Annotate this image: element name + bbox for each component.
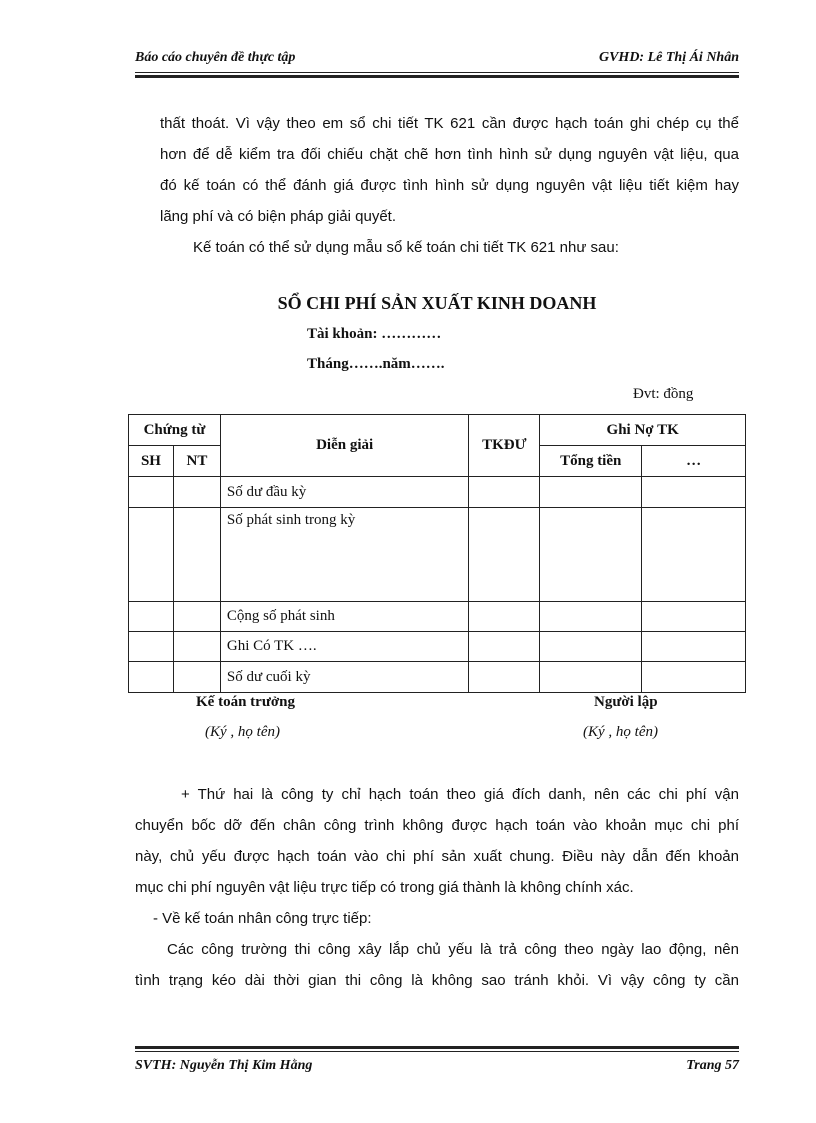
header-debit: Ghi Nợ TK [540,415,746,446]
form-title: SỔ CHI PHÍ SẢN XUẤT KINH DOANH [277,293,597,313]
header-rule-thick [135,75,739,78]
table-row [129,602,746,632]
paragraph-line: - Về kế toán nhân công trực tiếp: [153,910,372,927]
paragraph-line: lãng phí và có biện pháp giải quyết. [160,208,397,225]
paragraph-line: thất thoát. Vì vậy theo em sổ chi tiết TK 621 cần được hạch toán ghi chép cụ thể [160,115,739,132]
row-description: Số phát sinh trong kỳ [220,508,468,602]
paragraph-line: Các công trường thi công xây lắp chủ yếu là trả công theo ngày lao động, nên [167,941,739,958]
page-number: Trang 57 [686,1058,739,1073]
table-row [129,477,746,508]
report-title: Báo cáo chuyên đề thực tập [135,50,296,65]
paragraph-line: + Thứ hai là công ty chỉ hạch toán theo giá đích danh, nên các chi phí vận [181,786,739,803]
currency-unit: Đvt: đồng [633,386,694,402]
header-contra-account: TKĐƯ [469,415,540,477]
header-nt: NT [173,446,220,477]
paragraph-line: đó kế toán có thể đánh giá được tình hình sử dụng nguyên vật liệu tiết kiệm hay [160,177,739,194]
header-sh: SH [129,446,174,477]
table-row [129,632,746,662]
chief-accountant-title: Kế toán trưởng [196,694,295,710]
intro-paragraph [160,108,739,263]
paragraph-line: mục chi phí nguyên vật liệu trực tiếp có trong giá thành là không chính xác. [135,879,634,896]
header-more: … [642,446,746,477]
row-description: Số dư đầu kỳ [220,477,468,508]
header-total: Tổng tiền [540,446,642,477]
footer-rule [135,1051,739,1052]
paragraph-line: hơn để dễ kiểm tra đối chiếu chặt chẽ hơn tình hình sử dụng nguyên vật liệu, qua [160,146,739,163]
paragraph-line: chuyển bốc dỡ đến chân công trình không được hạch toán vào khoản mục chi phí [135,817,739,834]
table-row [129,662,746,693]
row-description: Cộng số phát sinh [220,602,468,632]
row-description: Số dư cuối kỳ [220,662,468,693]
account-line: Tài khoản: ………… [307,326,442,342]
header-rule [135,72,739,73]
chief-accountant-note: (Ký , họ tên) [205,724,280,740]
footer-rule-thick [135,1046,739,1049]
form-intro-line: Kế toán có thể sử dụng mẫu sổ kế toán chi tiết TK 621 như sau: [193,239,619,256]
header-voucher: Chứng từ [129,415,221,446]
header-description: Diễn giải [220,415,468,477]
paragraph-line: này, chủ yếu được hạch toán vào chi phí sản xuất chung. Điều này dẫn đến khoản [135,848,739,865]
table-row [129,508,746,602]
body-paragraph [135,779,739,996]
advisor-name: GVHD: Lê Thị Ái Nhân [598,50,739,65]
paragraph-line: tình trạng kéo dài thời gian thi công là không sao tránh khỏi. Vì vậy công ty cần [135,972,739,989]
preparer-title: Người lập [594,694,658,710]
preparer-note: (Ký , họ tên) [583,724,658,740]
period-line: Tháng…….năm……. [307,356,445,372]
row-description: Ghi Có TK …. [220,632,468,662]
ledger-table [128,414,746,693]
student-name: SVTH: Nguyễn Thị Kim Hằng [135,1058,313,1073]
